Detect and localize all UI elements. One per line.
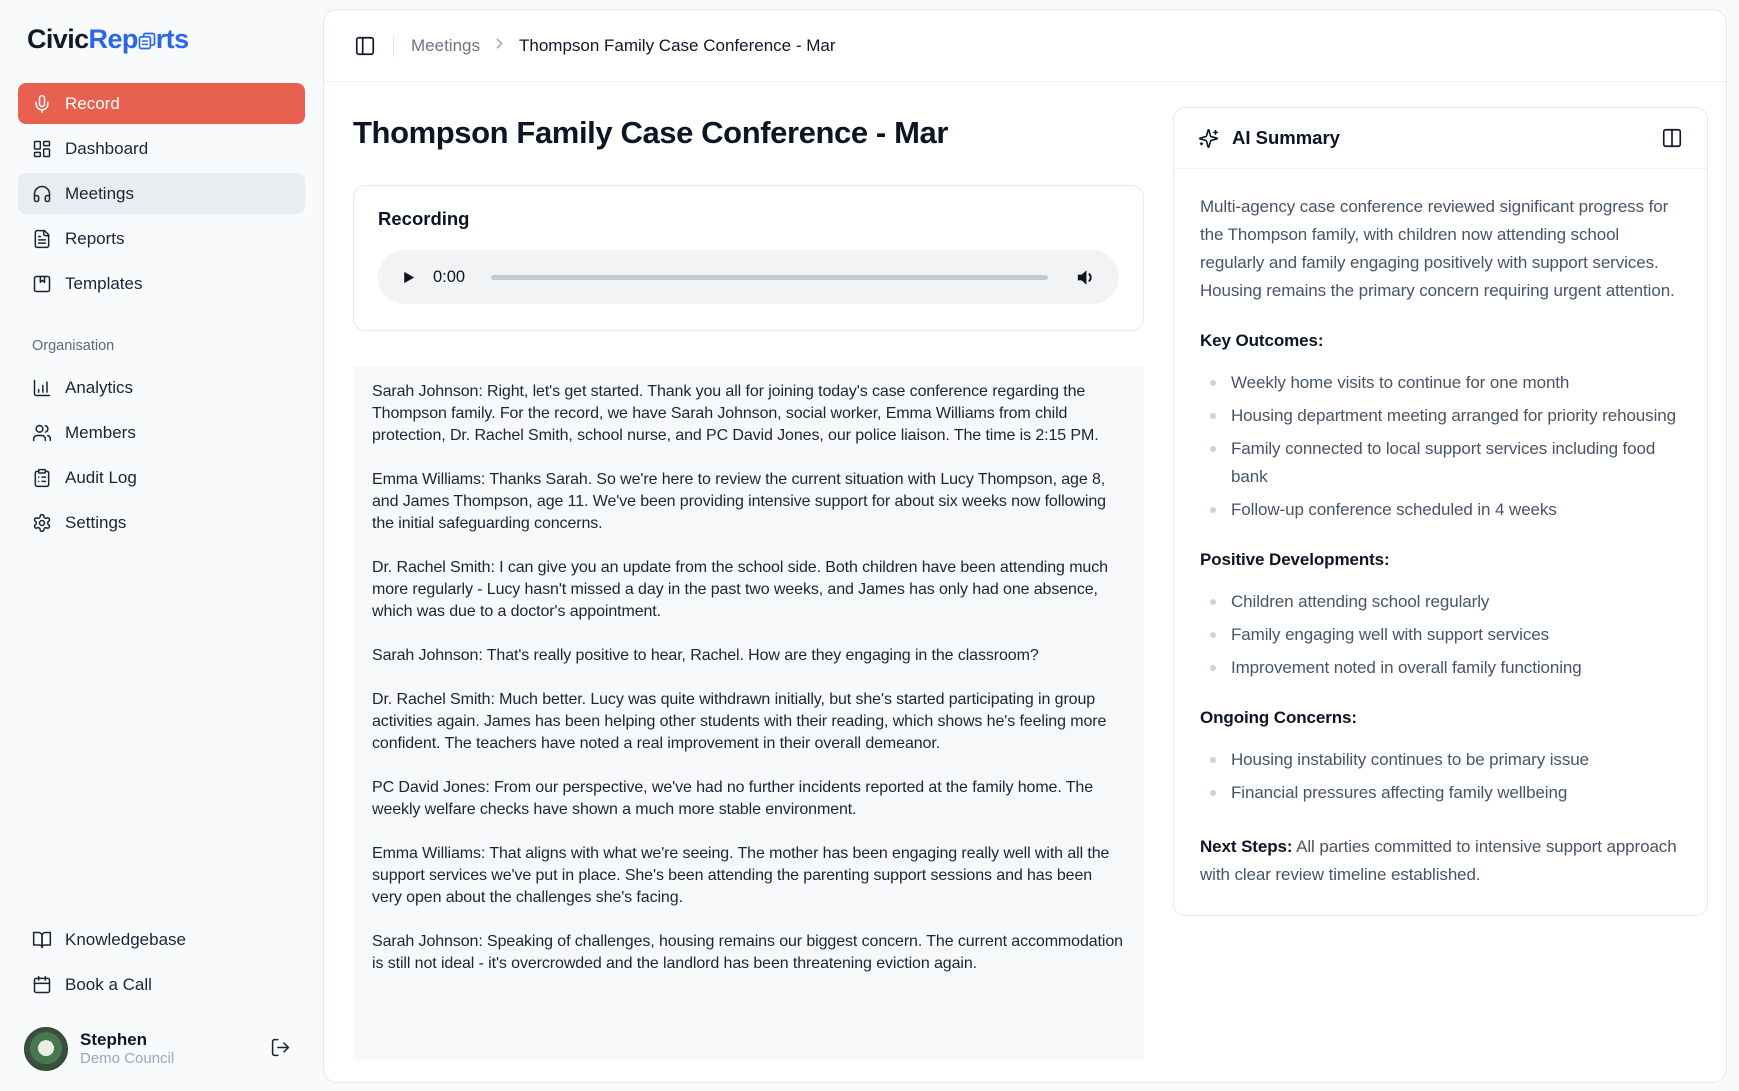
user-meta	[80, 1029, 174, 1069]
ai-section-heading-ongoing-concerns: Ongoing Concerns:	[1200, 708, 1357, 727]
logout-icon	[270, 1037, 291, 1058]
ai-summary-title-wrap	[1198, 127, 1340, 149]
list-item: Financial pressures affecting family wellbeing	[1200, 779, 1681, 807]
sparkles-icon	[1198, 128, 1219, 149]
sidebar-item-label: Reports	[65, 228, 125, 248]
ai-next-steps-text: All parties committed to intensive support approach with clear review timeline established.	[1200, 837, 1677, 884]
sidebar-item-label: Dashboard	[65, 138, 149, 158]
sidebar-item-label: Book a Call	[65, 974, 152, 994]
sidebar-item-label: Record	[65, 93, 120, 113]
transcript-paragraph: Emma Williams: That aligns with what we're seeing. The mother has been engaging really well with all the support services we've put in place. She's been attending the parenting support sessions and has been very open about the challenges she's facing.	[372, 845, 1110, 906]
organisation-nav	[18, 367, 305, 543]
logout-button[interactable]	[270, 1037, 291, 1061]
primary-nav	[18, 83, 305, 304]
bar-chart-icon	[32, 378, 52, 398]
audio-player	[378, 250, 1119, 304]
ai-section-heading-positive-developments: Positive Developments:	[1200, 550, 1390, 569]
sidebar-item-label: Members	[65, 422, 136, 442]
transcript-paragraph: Dr. Rachel Smith: Much better. Lucy was quite withdrawn initially, but she's started participating in group activities again. James has been helping other students with their reading, which shows he's feeling more confident. The teachers have noted a real improvement in their overall demeanor.	[372, 691, 1107, 752]
book-open-icon	[32, 930, 52, 950]
ai-summary-body	[1174, 169, 1707, 915]
sidebar-item-knowledgebase[interactable]	[18, 919, 305, 960]
ai-summary-title: AI Summary	[1232, 127, 1340, 148]
transcript-paragraph: Emma Williams: Thanks Sarah. So we're here to review the current situation with Lucy Thompson, age 8, and James Thompson, age 11. We've been providing intensive support for about six weeks now following the initial safeguarding concerns.	[372, 471, 1106, 532]
ai-key-outcomes-list	[1200, 369, 1681, 524]
sidebar	[0, 0, 323, 1091]
dashboard-grid-icon	[32, 139, 52, 159]
sidebar-item-book-a-call[interactable]	[18, 964, 305, 1005]
sidebar-item-label: Knowledgebase	[65, 929, 186, 949]
sidebar-footer	[18, 919, 305, 1073]
list-item: Housing instability continues to be primary issue	[1200, 746, 1681, 774]
headphones-icon	[32, 184, 52, 204]
audio-progress-bar[interactable]	[491, 275, 1048, 280]
ai-summary-card	[1173, 107, 1708, 916]
ai-panel-toggle-button[interactable]	[1661, 127, 1683, 149]
columns-icon	[1661, 127, 1683, 149]
breadcrumb-current: Thompson Family Case Conference - Mar	[518, 35, 836, 55]
album-bookmark-icon	[32, 274, 52, 294]
main-panel	[323, 9, 1727, 1083]
list-item: Family engaging well with support services	[1200, 621, 1681, 649]
sidebar-item-label: Meetings	[65, 183, 134, 203]
chevron-right-icon	[491, 35, 508, 57]
ai-ongoing-concerns-list	[1200, 746, 1681, 807]
sidebar-item-analytics[interactable]	[18, 367, 305, 408]
audio-current-time: 0:00	[433, 267, 466, 286]
sidebar-section-organisation: Organisation	[32, 338, 115, 354]
sidebar-item-label: Audit Log	[65, 467, 137, 487]
clipboard-list-icon	[32, 468, 52, 488]
sidebar-item-settings[interactable]	[18, 502, 305, 543]
recording-card	[353, 185, 1144, 331]
sidebar-item-meetings[interactable]	[18, 173, 305, 214]
transcript-paragraph: Sarah Johnson: Right, let's get started. Thank you all for joining today's case conference regarding the Thompson family. For the record, we have Sarah Johnson, social worker, Emma Williams from child protection, Dr. Rachel Smith, school nurse, and PC David Jones, our police liaison. The time is 2:15 PM.	[372, 383, 1099, 444]
brand-rts: rts	[155, 24, 189, 54]
sidebar-item-record[interactable]	[18, 83, 305, 124]
play-icon	[400, 269, 417, 286]
ai-summary-header	[1174, 108, 1707, 169]
users-icon	[32, 423, 52, 443]
list-item: Follow-up conference scheduled in 4 weeks	[1200, 496, 1681, 524]
ai-summary-intro: Multi-agency case conference reviewed significant progress for the Thompson family, with children now attending school regularly and family engaging positively with support services. Housing remains the primary concern requiring urgent attention.	[1200, 197, 1675, 300]
avatar	[24, 1027, 68, 1071]
list-item: Children attending school regularly	[1200, 588, 1681, 616]
ai-positive-developments-list	[1200, 588, 1681, 682]
user-organisation: Demo Council	[80, 1050, 175, 1068]
sidebar-item-label: Settings	[65, 512, 127, 532]
brand-civic: Civic	[27, 24, 89, 54]
sidebar-item-templates[interactable]	[18, 263, 305, 304]
transcript-paragraph: Sarah Johnson: That's really positive to hear, Rachel. How are they engaging in the classroom?	[372, 647, 1039, 664]
ai-summary-column	[1173, 82, 1708, 916]
transcript-paragraph: PC David Jones: From our perspective, we've had no further incidents reported at the family home. The weekly welfare checks have shown a much more stable environment.	[372, 779, 1094, 818]
content-area	[324, 82, 1726, 1082]
transcript-panel[interactable]	[353, 366, 1144, 1060]
breadcrumb-meetings[interactable]: Meetings	[411, 35, 480, 55]
transcript-paragraph: Sarah Johnson: Speaking of challenges, housing remains our biggest concern. The current accommodation is still not ideal - it's overcrowded and the landlord has been threatening eviction again.	[372, 933, 1123, 972]
transcript-paragraph: Dr. Rachel Smith: I can give you an update from the school side. Both children have been attending much more regularly - Lucy hasn't missed a day in the past two weeks, and James has only had one absence, which was due to a doctor's appointment.	[372, 559, 1108, 620]
ai-next-steps-label: Next Steps:	[1200, 837, 1293, 856]
ai-next-steps	[1200, 833, 1681, 889]
user-name: Stephen	[80, 1030, 148, 1049]
ai-section-heading-key-outcomes: Key Outcomes:	[1200, 331, 1324, 350]
brand-logo	[27, 24, 305, 55]
play-button[interactable]	[400, 269, 417, 286]
list-item: Family connected to local support services including food bank	[1200, 435, 1681, 491]
sidebar-item-members[interactable]	[18, 412, 305, 453]
sidebar-item-label: Analytics	[65, 377, 134, 397]
page-title: Thompson Family Case Conference - Mar	[353, 115, 948, 150]
list-item: Housing department meeting arranged for priority rehousing	[1200, 402, 1681, 430]
meeting-detail-column	[353, 82, 1144, 1060]
sidebar-toggle-button[interactable]	[354, 35, 376, 57]
list-item: Improvement noted in overall family functioning	[1200, 654, 1681, 682]
brand-rep: Rep	[88, 24, 138, 54]
calendar-icon	[32, 975, 52, 995]
topbar-divider	[393, 35, 394, 57]
sidebar-item-audit-log[interactable]	[18, 457, 305, 498]
sidebar-item-label: Templates	[65, 273, 143, 293]
gear-icon	[32, 513, 52, 533]
microphone-icon	[32, 94, 52, 114]
user-profile[interactable]	[18, 1025, 305, 1073]
recording-card-title: Recording	[378, 208, 470, 229]
volume-button[interactable]	[1074, 266, 1097, 289]
speaker-icon	[1074, 266, 1097, 289]
sidebar-item-reports[interactable]	[18, 218, 305, 259]
panel-left-icon	[354, 35, 376, 57]
logo-document-icon	[137, 31, 157, 51]
list-item: Weekly home visits to continue for one month	[1200, 369, 1681, 397]
sidebar-item-dashboard[interactable]	[18, 128, 305, 169]
file-text-icon	[32, 229, 52, 249]
breadcrumb	[411, 35, 836, 57]
topbar	[324, 10, 1726, 82]
